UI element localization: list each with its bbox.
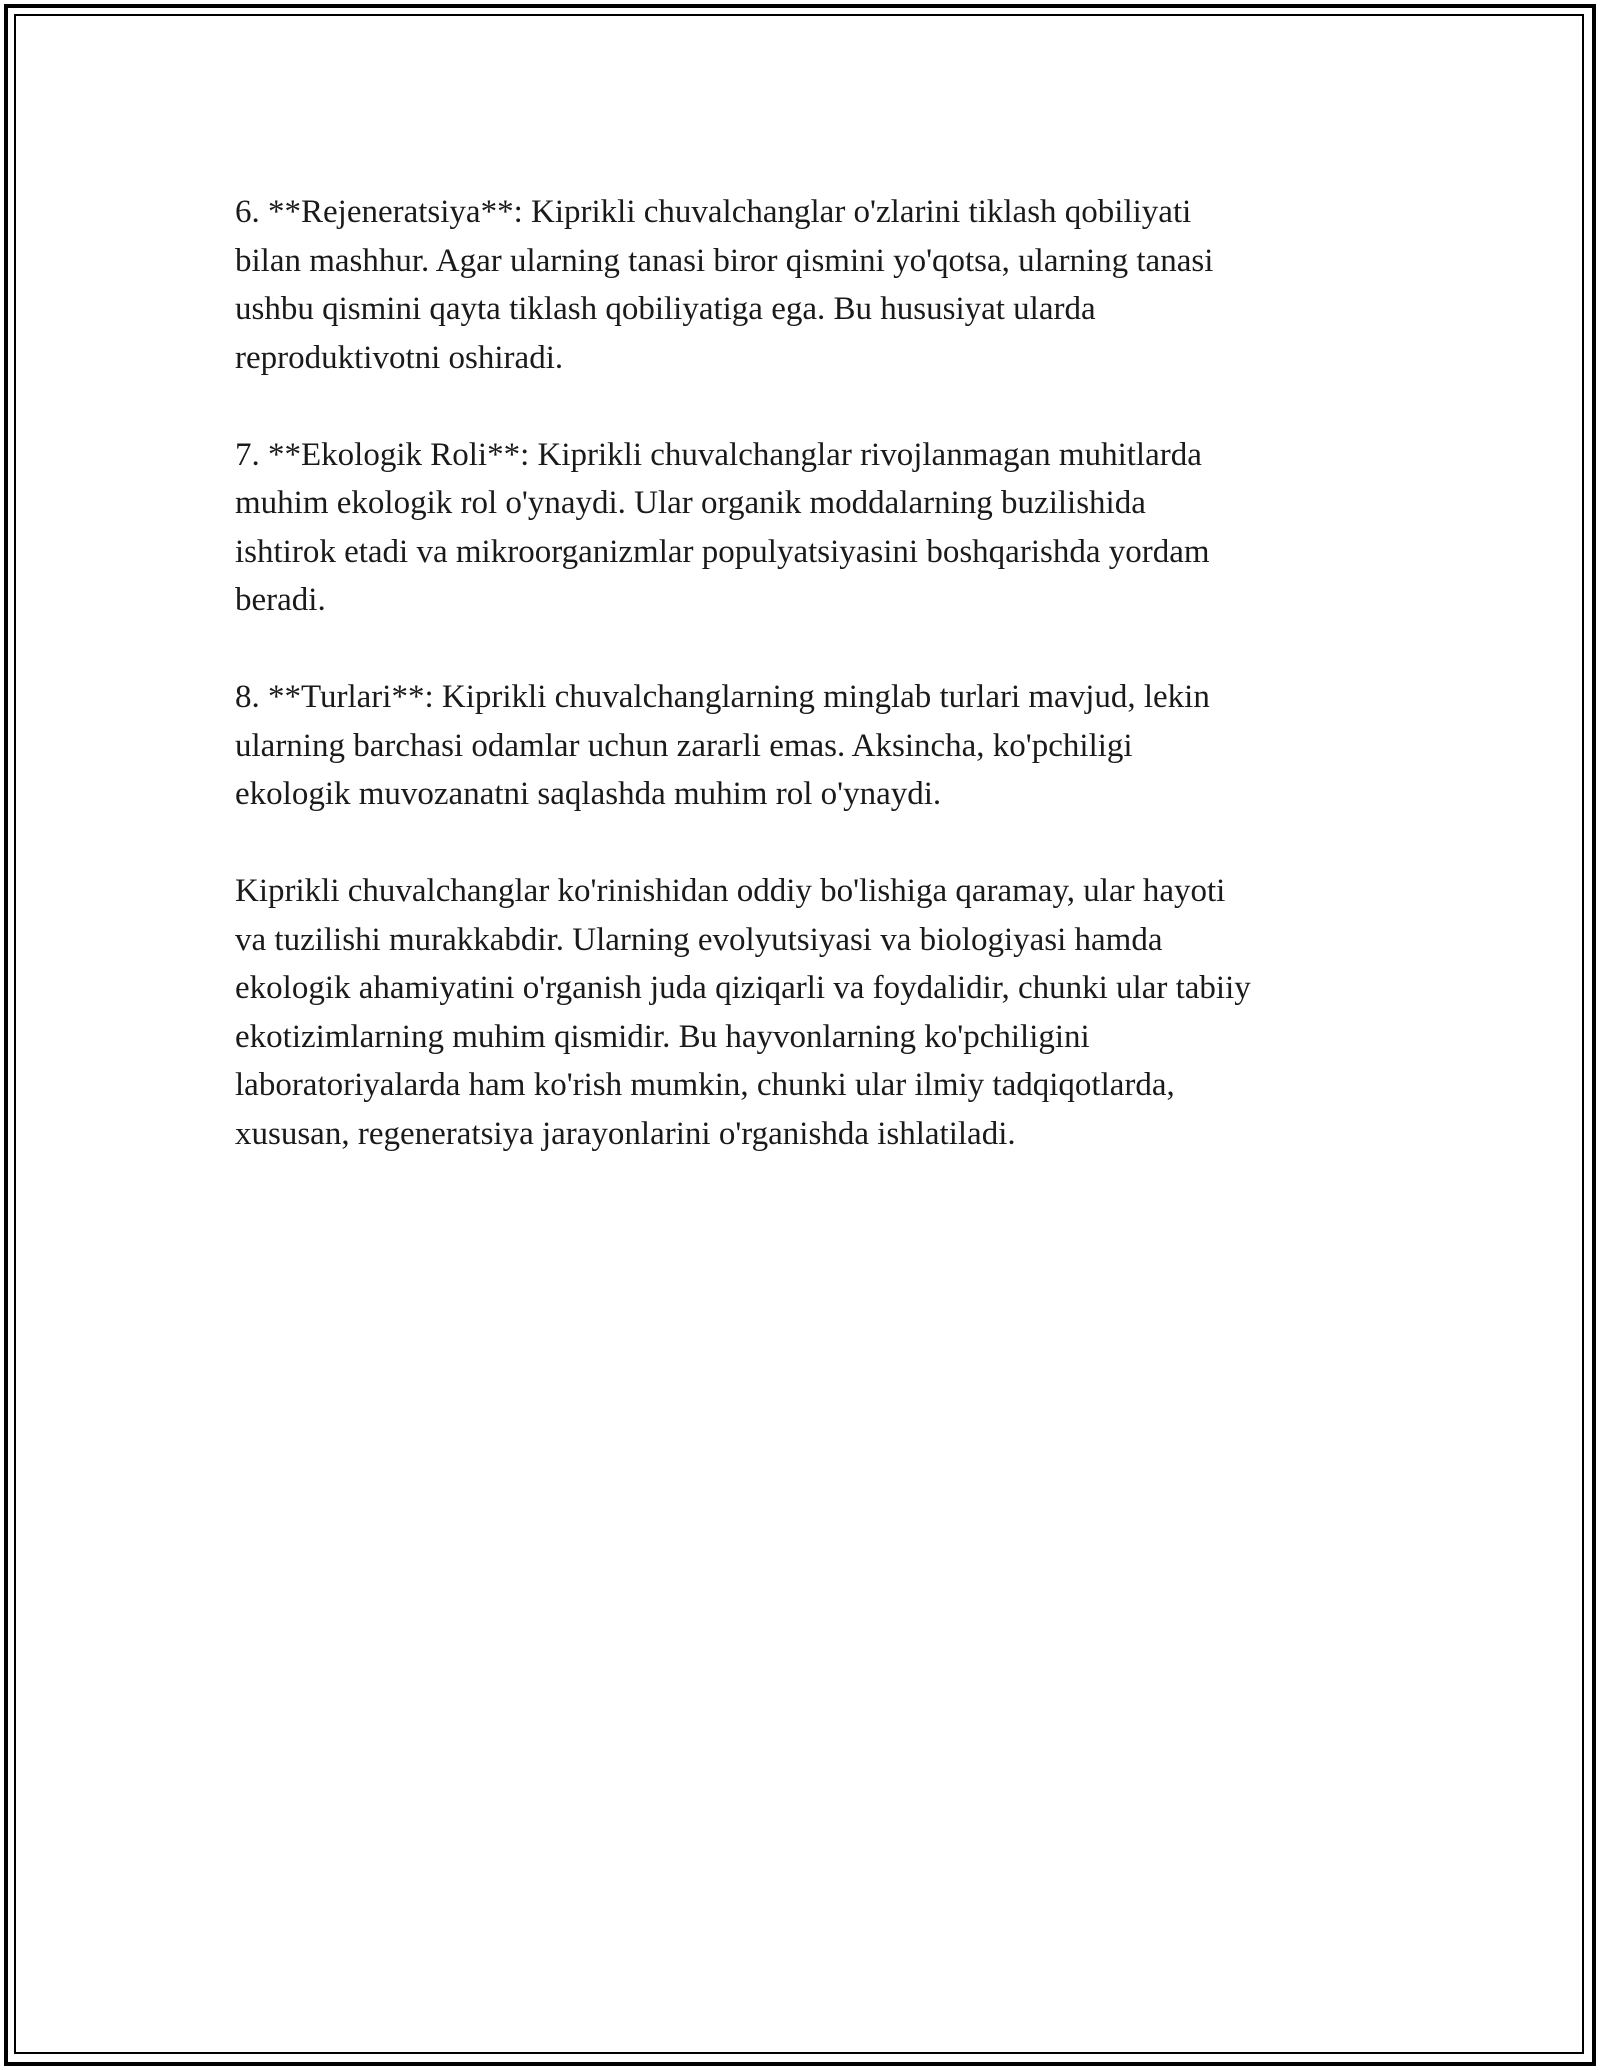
text-line: ekologik ahamiyatini o'rganish juda qiziqarli va foydalidir, chunki ular tabiiy [235,970,1251,1006]
text-line: ularning barchasi odamlar uchun zararli emas. Aksincha, ko'pchiligi [235,727,1133,764]
text-line: Kiprikli chuvalchanglar ko'rinishidan oddiy bo'lishiga qaramay, ular hayoti [235,873,1226,909]
text-line: ishtirok etadi va mikroorganizmlar populyatsiyasini boshqarishda yordam [235,533,1210,570]
text-line: muhim ekologik rol o'ynaydi. Ular organik moddalarning buzilishida [235,485,1146,521]
text-line: 6. **Rejeneratsiya**: Kiprikli chuvalchanglar o'zlarini tiklash qobiliyati [235,194,1192,230]
paragraph-ecological-role [235,431,1395,625]
paragraph-regeneration [235,188,1395,382]
paragraph-conclusion [235,867,1395,1158]
text-line: 7. **Ekologik Roli**: Kiprikli chuvalchanglar rivojlanmagan muhitlarda [235,436,1202,473]
document-body [235,188,1395,1207]
text-line: bilan mashhur. Agar ularning tanasi biror qismini yo'qotsa, ularning tanasi [235,242,1214,279]
text-line: beradi. [235,582,326,618]
paragraph-species [235,673,1395,819]
text-line: va tuzilishi murakkabdir. Ularning evolyutsiyasi va biologiyasi hamda [235,921,1163,958]
text-line: laboratoriyalarda ham ko'rish mumkin, chunki ular ilmiy tadqiqotlarda, [235,1067,1175,1103]
text-line: xususan, regeneratsiya jarayonlarini o'rganishda ishlatiladi. [235,1115,1016,1152]
text-line: ushbu qismini qayta tiklash qobiliyatiga ega. Bu hususiyat ularda [235,291,1096,327]
text-line: ekologik muvozanatni saqlashda muhim rol o'ynaydi. [235,776,942,812]
text-line: 8. **Turlari**: Kiprikli chuvalchanglarning minglab turlari mavjud, lekin [235,679,1210,715]
text-line: ekotizimlarning muhim qismidir. Bu hayvonlarning ko'pchiligini [235,1018,1090,1055]
text-line: reproduktivotni oshiradi. [235,339,564,376]
